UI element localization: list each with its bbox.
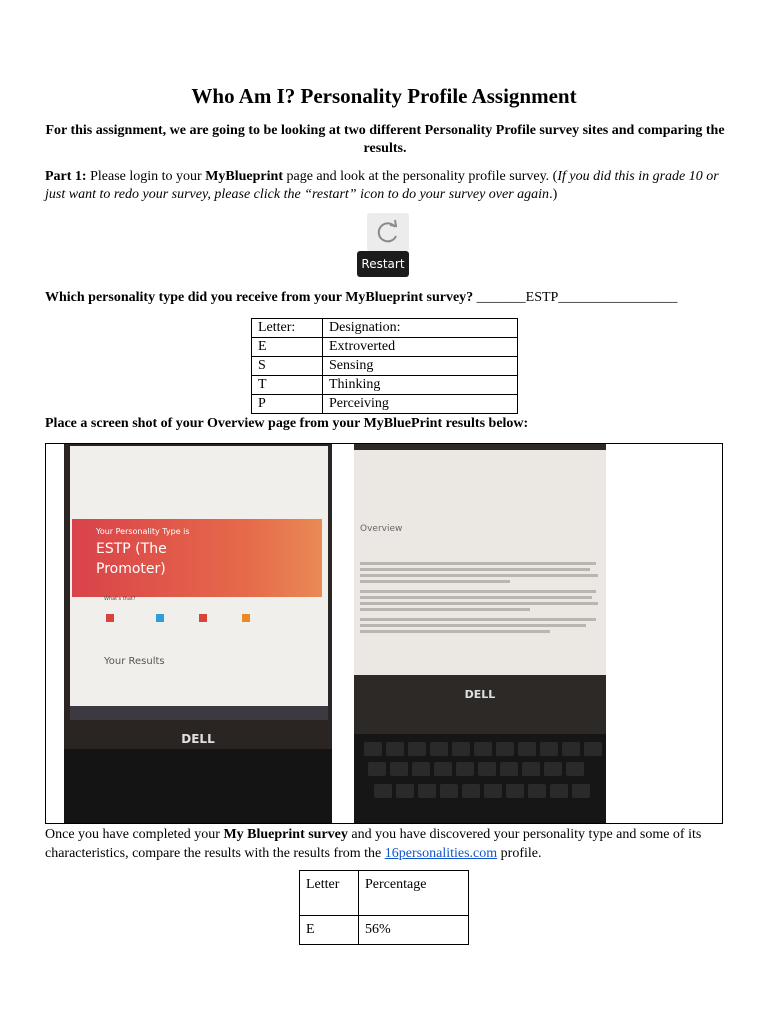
part1-label: Part 1: bbox=[45, 169, 87, 184]
part1-text-a: Please login to your bbox=[86, 169, 206, 184]
keyboard bbox=[354, 734, 606, 824]
table-row bbox=[252, 376, 518, 395]
text-line bbox=[360, 568, 590, 571]
text-line bbox=[360, 618, 596, 621]
trait-chip bbox=[242, 614, 250, 622]
answer-blank-before: _______ bbox=[476, 290, 526, 305]
text-line bbox=[360, 562, 596, 565]
text-line bbox=[360, 630, 550, 633]
whats-that-label: What's that? bbox=[104, 596, 136, 602]
compare-text-c: profile. bbox=[497, 846, 542, 861]
dell-logo: DELL bbox=[464, 688, 496, 701]
percentage-cell: 56% bbox=[359, 916, 469, 945]
screenshot-instruction: Place a screen shot of your Overview page from your MyBluePrint results below: bbox=[45, 416, 529, 431]
intro-paragraph: For this assignment, we are going to be looking at two different Personality Profile survey sites and comparing the results. bbox=[45, 123, 725, 156]
banner-type: ESTP (The Promoter) bbox=[96, 541, 167, 577]
banner-subtitle: Your Personality Type is bbox=[96, 527, 190, 536]
header-letter: Letter: bbox=[252, 319, 323, 338]
text-line bbox=[360, 608, 530, 611]
laptop-photo-overview bbox=[354, 444, 606, 824]
header-percentage: Percentage bbox=[359, 871, 469, 916]
header-letter: Letter bbox=[300, 871, 359, 916]
screenshot-frame bbox=[45, 443, 723, 824]
restart-button-image bbox=[357, 213, 411, 279]
letter-designation-table bbox=[251, 318, 518, 414]
text-line bbox=[360, 590, 596, 593]
part1-text-b: page and look at the personality profile survey. ( bbox=[282, 169, 558, 184]
part1-paragraph bbox=[45, 168, 725, 204]
letter-cell: S bbox=[252, 357, 323, 376]
table-header-row bbox=[300, 871, 469, 916]
table-row bbox=[252, 395, 518, 414]
part1-italic-note: If you did this in grade 10 or just want to redo your survey, please click the “restart” icon to do your survey over again bbox=[45, 169, 719, 202]
letter-cell: E bbox=[252, 338, 323, 357]
answer-value: ESTP bbox=[525, 290, 559, 305]
16personalities-link[interactable]: 16personalities.com bbox=[384, 846, 498, 861]
text-line bbox=[360, 624, 586, 627]
header-designation: Designation: bbox=[323, 319, 518, 338]
table-row bbox=[300, 916, 469, 945]
compare-text-a: Once you have completed your bbox=[45, 827, 224, 842]
letter-cell: T bbox=[252, 376, 323, 395]
designation-cell: Sensing bbox=[323, 357, 518, 376]
answer-blank-after: _________________ bbox=[558, 290, 678, 305]
part1-text-end: .) bbox=[549, 187, 558, 202]
text-line bbox=[360, 602, 598, 605]
restart-icon bbox=[367, 213, 409, 251]
keyboard bbox=[64, 749, 332, 824]
text-line bbox=[360, 580, 510, 583]
compare-paragraph bbox=[45, 825, 735, 863]
table-header-row bbox=[252, 319, 518, 338]
compare-text-b: and you have discovered your personality type and some of its characteristics, compare the results with the results from the bbox=[45, 827, 702, 861]
question-text: Which personality type did you receive from your MyBlueprint survey? bbox=[45, 290, 477, 305]
overview-heading: Overview bbox=[360, 524, 403, 534]
trait-chip bbox=[106, 614, 114, 622]
percentage-table bbox=[299, 870, 469, 945]
table-row bbox=[252, 357, 518, 376]
page-title: Who Am I? Personality Profile Assignment bbox=[191, 84, 577, 108]
letter-cell: E bbox=[300, 916, 359, 945]
designation-cell: Perceiving bbox=[323, 395, 518, 414]
taskbar bbox=[70, 706, 328, 720]
laptop-photo-results bbox=[64, 444, 332, 824]
myblueprint-word: MyBlueprint bbox=[205, 169, 283, 184]
restart-tooltip: Restart bbox=[357, 251, 409, 277]
your-results-heading: Your Results bbox=[104, 656, 165, 667]
text-line bbox=[360, 596, 592, 599]
text-line bbox=[360, 574, 598, 577]
designation-cell: Extroverted bbox=[323, 338, 518, 357]
trait-chip bbox=[199, 614, 207, 622]
dell-logo: DELL bbox=[181, 732, 215, 746]
personality-type-question bbox=[45, 289, 725, 307]
my-blueprint-survey: My Blueprint survey bbox=[223, 827, 348, 842]
table-row bbox=[252, 338, 518, 357]
trait-chip bbox=[156, 614, 164, 622]
letter-cell: P bbox=[252, 395, 323, 414]
designation-cell: Thinking bbox=[323, 376, 518, 395]
